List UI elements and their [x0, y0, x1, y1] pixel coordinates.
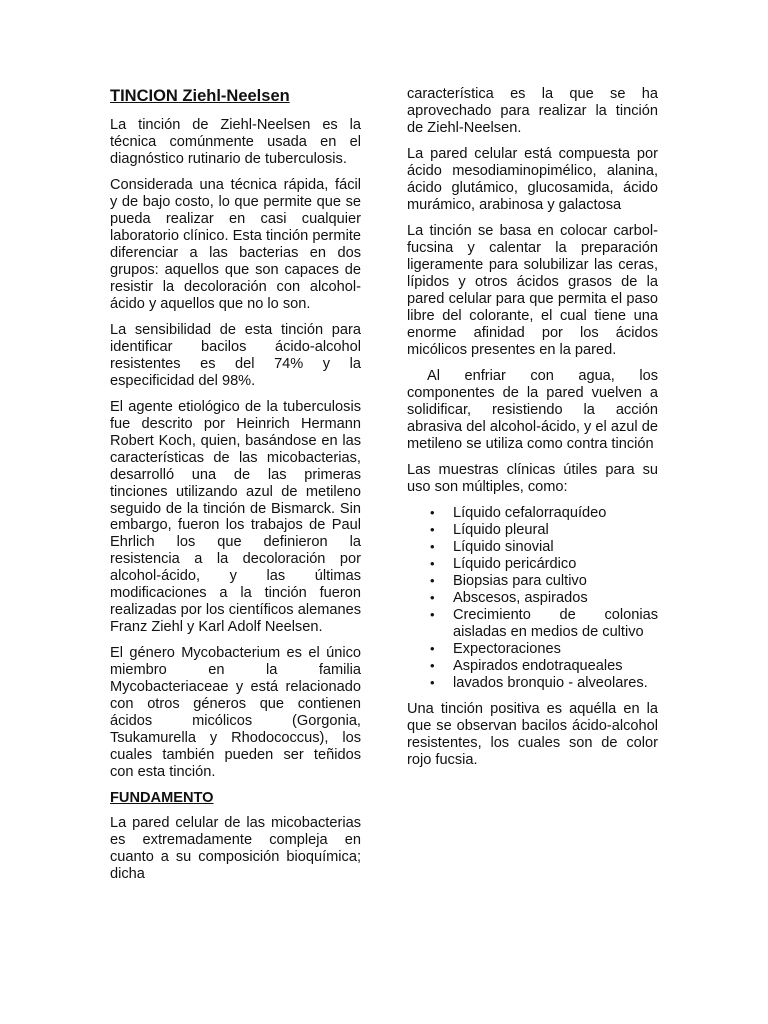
list-item-text: Aspirados endotraqueales	[453, 657, 623, 674]
list-item	[407, 641, 658, 658]
list-item-text: Biopsias para cultivo	[453, 573, 587, 590]
sensitivity-paragraph: La sensibilidad de esta tinción para identificar bacilos ácido-alcohol resistentes es del 74% y la especificidad del 98%.	[110, 321, 361, 389]
cooling-paragraph: Al enfriar con agua, los componentes de la pared vuelven a solidificar, resistiendo la acción abrasiva del alcohol-ácido, y el azul de metileno se utiliza como contra tinción	[407, 368, 658, 452]
list-item	[407, 522, 658, 539]
list-item-text: Abscesos, aspirados	[453, 589, 588, 606]
right-column	[407, 86, 658, 778]
bullet-icon: •	[430, 606, 435, 622]
list-item-text: lavados bronquio - alveolares.	[453, 674, 648, 691]
history-paragraph: El agente etiológico de la tuberculosis fue descrito por Heinrich Hermann Robert Koch, quien, basándose en las características de las micobacterias, desarrolló una de las primeras tinciones utilizando azul de metileno seguido de la tinción de Bismarck. Sin embargo, fueron los trabajos de Paul Ehrlich los que definieron la resistencia a la decoloración por alcohol-ácido, y las últimas modificaciones a la tinción fueron realizadas por los científicos alemanes Franz Ziehl y Karl Adolf Neelsen.	[110, 399, 361, 635]
bullet-icon: •	[430, 589, 435, 605]
left-column	[110, 86, 361, 892]
bullet-icon: •	[430, 674, 435, 690]
list-item-text: Líquido pericárdico	[453, 556, 577, 573]
list-item	[407, 539, 658, 556]
bullet-icon: •	[430, 657, 435, 673]
composition-paragraph: La pared celular está compuesta por ácido mesodiaminopimélico, alanina, ácido glutámico, glucosamida, ácido murámico, arabinosa y galactosa	[407, 146, 658, 213]
bullet-icon: •	[430, 505, 435, 521]
list-item-text: Crecimiento de colonias aisladas en medios de cultivo	[453, 606, 658, 640]
list-item	[407, 573, 658, 590]
continuation-paragraph: característica es la que se ha aprovechado para realizar la tinción de Ziehl-Neelsen.	[407, 86, 658, 136]
list-item	[407, 658, 658, 675]
list-item-text: Líquido pleural	[453, 522, 549, 539]
technique-paragraph: Considerada una técnica rápida, fácil y de bajo costo, lo que permite que se pueda realizar en casi cualquier laboratorio clínico. Esta tinción permite diferenciar a las bacterias en dos grupos: aquellos que son capaces de resistir la decoloración con alcohol-ácido y aquellos que no lo son.	[110, 177, 361, 312]
bullet-icon: •	[430, 539, 435, 555]
positive-result-paragraph: Una tinción positiva es aquélla en la que se observan bacilos ácido-alcohol resistentes, los cuales son de color rojo fucsia.	[407, 700, 658, 768]
document-title: TINCION Ziehl-Neelsen	[110, 87, 290, 105]
bullet-icon: •	[430, 640, 435, 656]
list-item	[407, 556, 658, 573]
cell-wall-paragraph: La pared celular de las micobacterias es extremadamente compleja en cuanto a su composición bioquímica; dicha	[110, 815, 361, 882]
genus-paragraph: El género Mycobacterium es el único miembro en la familia Mycobacteriaceae y está relacionado con otros géneros que contienen ácidos micólicos (Gorgonia, Tsukamurella y Rhodococcus), los cuales también pueden ser teñidos con esta tinción.	[110, 645, 361, 780]
list-item-text: Expectoraciones	[453, 640, 561, 657]
principle-paragraph: La tinción se basa en colocar carbol-fucsina y calentar la preparación ligeramente para solubilizar las ceras, lípidos y otros ácidos grasos de la pared celular para que permita el paso libre del colorante, el cual tiene una enorme afinidad por los ácidos micólicos presentes en la pared.	[407, 223, 658, 358]
list-item	[407, 675, 658, 692]
list-item-text: Líquido sinovial	[453, 539, 554, 556]
bullet-icon: •	[430, 573, 435, 589]
list-item-text: Líquido cefalorraquídeo	[453, 505, 607, 522]
samples-intro-paragraph: Las muestras clínicas útiles para su uso son múltiples, como:	[407, 462, 658, 496]
list-item	[407, 505, 658, 522]
bullet-icon: •	[430, 522, 435, 538]
intro-paragraph: La tinción de Ziehl-Neelsen es la técnica comúnmente usada en el diagnóstico rutinario de tuberculosis.	[110, 117, 361, 167]
samples-list	[407, 505, 658, 691]
list-item	[407, 607, 658, 641]
bullet-icon: •	[430, 556, 435, 572]
fundamento-heading: FUNDAMENTO	[110, 790, 214, 807]
list-item	[407, 590, 658, 607]
